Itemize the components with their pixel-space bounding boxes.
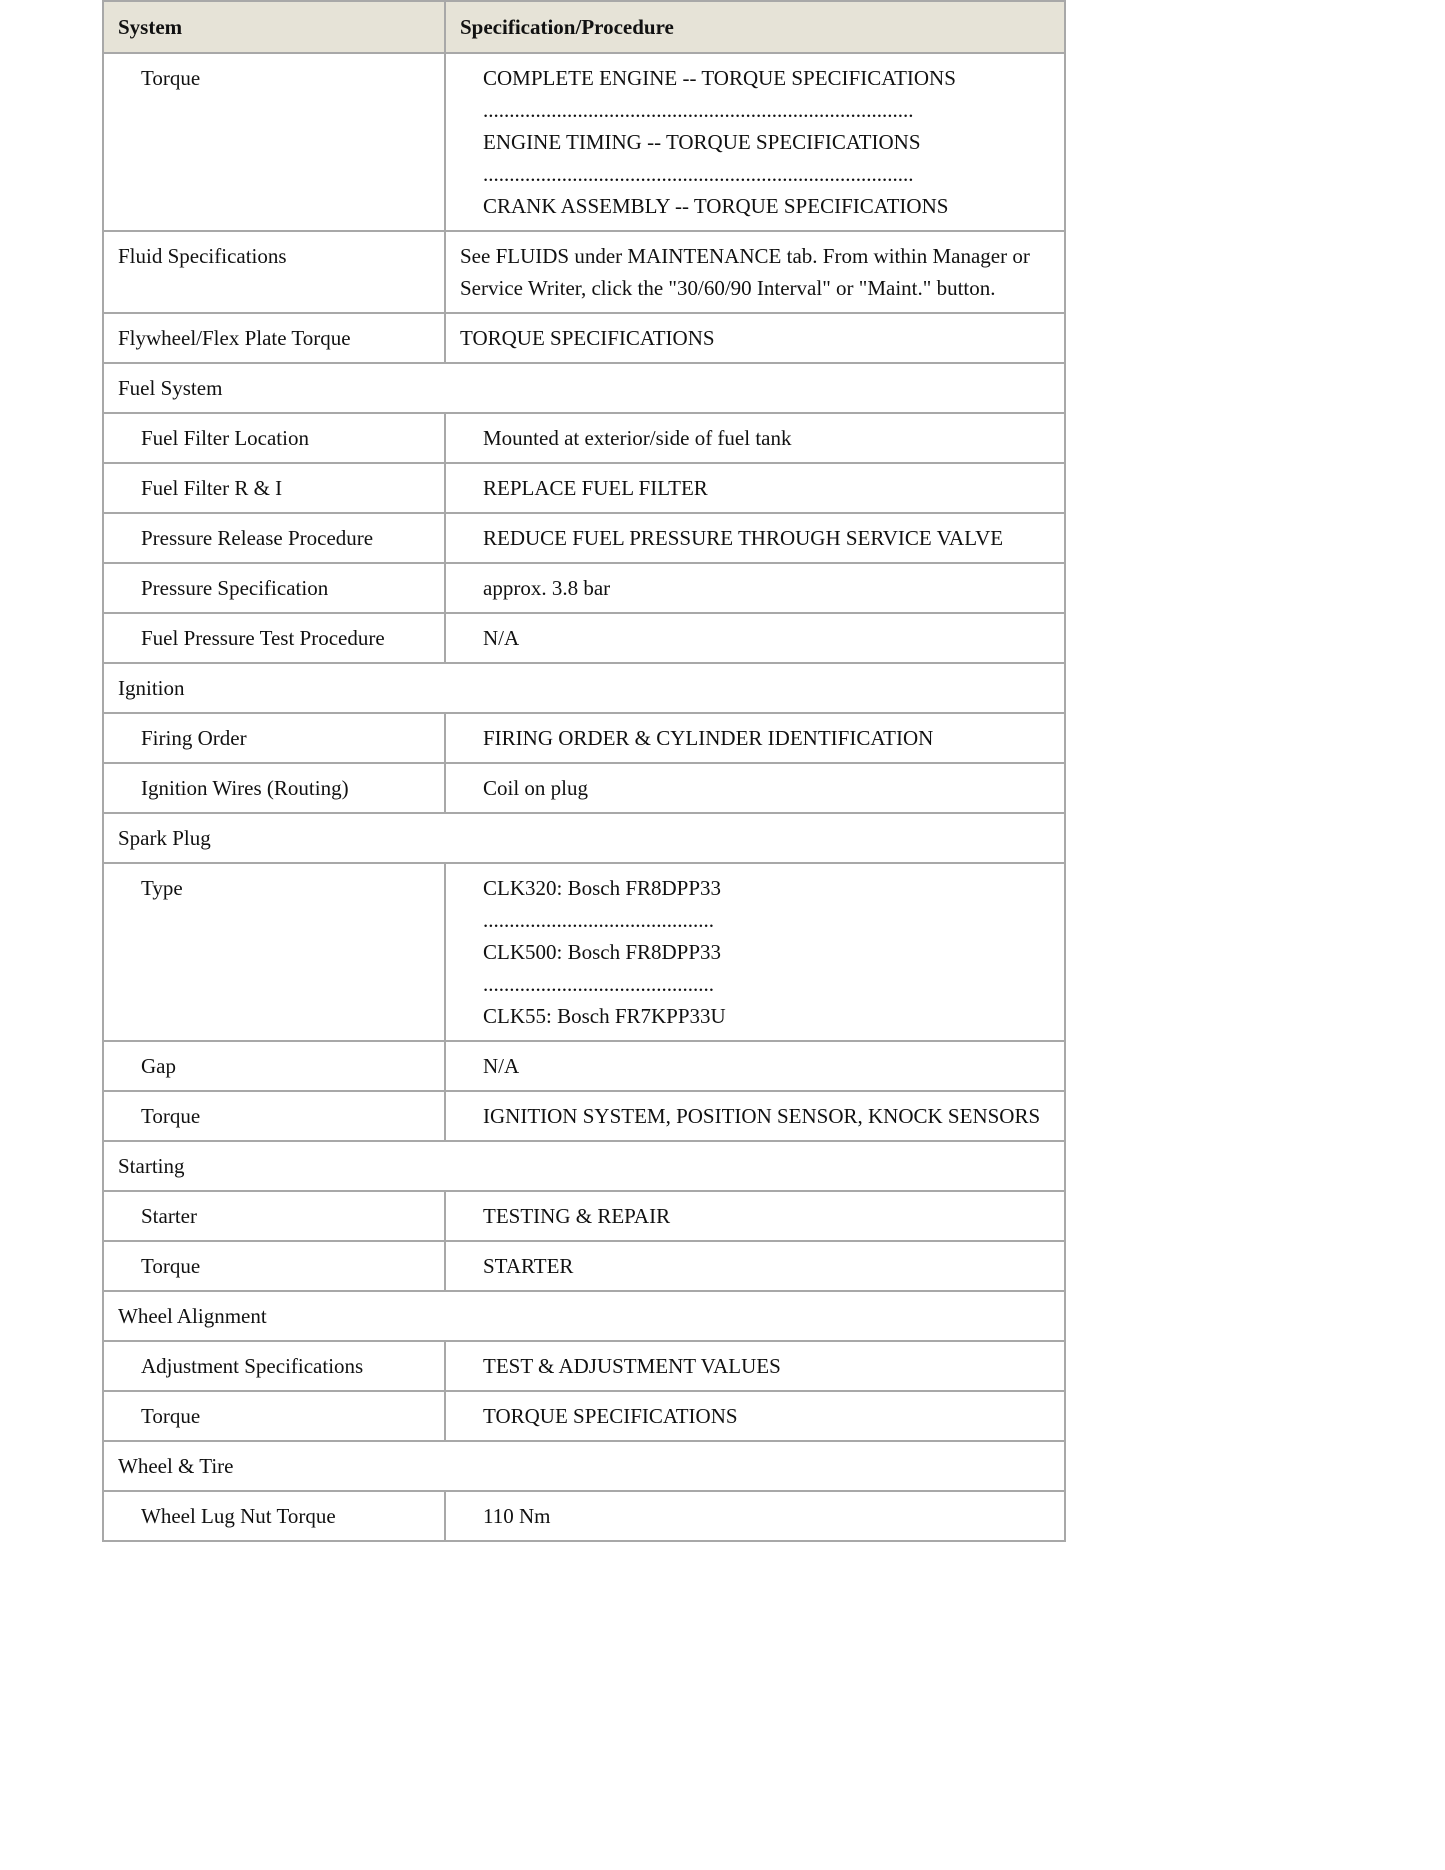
table-row — [103, 1191, 1065, 1241]
specification-line: CRANK ASSEMBLY -- TORQUE SPECIFICATIONS — [483, 194, 949, 218]
table-row — [103, 563, 1065, 613]
system-cell: Wheel Lug Nut Torque — [103, 1491, 445, 1541]
specification-line: N/A — [483, 626, 520, 650]
specification-line: ............................................ — [483, 908, 714, 932]
specification-line: TORQUE SPECIFICATIONS — [460, 326, 715, 350]
column-header-specification: Specification/Procedure — [445, 1, 1065, 53]
specification-cell — [445, 1241, 1065, 1291]
specification-cell — [445, 463, 1065, 513]
table-body — [103, 53, 1065, 1541]
specification-line: .................................................................................. — [483, 98, 914, 122]
specification-cell — [445, 513, 1065, 563]
specification-line: CLK320: Bosch FR8DPP33 — [483, 876, 722, 900]
table-row — [103, 231, 1065, 313]
specification-line: TEST & ADJUSTMENT VALUES — [483, 1354, 781, 1378]
specification-line: REPLACE FUEL FILTER — [483, 476, 708, 500]
system-cell: Torque — [103, 1241, 445, 1291]
table-row — [103, 1241, 1065, 1291]
section-heading: Wheel Alignment — [103, 1291, 1065, 1341]
specification-line: 110 Nm — [483, 1504, 551, 1528]
specification-line: approx. 3.8 bar — [483, 576, 611, 600]
specification-line: FIRING ORDER & CYLINDER IDENTIFICATION — [483, 726, 934, 750]
system-cell: Torque — [103, 1391, 445, 1441]
table-row — [103, 863, 1065, 1041]
specification-line: .................................................................................. — [483, 162, 914, 186]
table-row — [103, 463, 1065, 513]
specification-line: Mounted at exterior/side of fuel tank — [483, 426, 792, 450]
specification-cell — [445, 413, 1065, 463]
specification-cell — [445, 863, 1065, 1041]
system-cell: Flywheel/Flex Plate Torque — [103, 313, 445, 363]
table-row — [103, 1491, 1065, 1541]
system-cell: Pressure Specification — [103, 563, 445, 613]
system-cell: Fuel Filter Location — [103, 413, 445, 463]
system-cell: Gap — [103, 1041, 445, 1091]
specification-cell — [445, 613, 1065, 663]
table-row — [103, 763, 1065, 813]
specification-cell — [445, 53, 1065, 231]
table-row — [103, 713, 1065, 763]
specification-cell — [445, 1391, 1065, 1441]
system-cell: Ignition Wires (Routing) — [103, 763, 445, 813]
specification-line: ............................................ — [483, 972, 714, 996]
specification-cell — [445, 1341, 1065, 1391]
system-cell: Torque — [103, 53, 445, 231]
table-row — [103, 1091, 1065, 1141]
section-heading: Ignition — [103, 663, 1065, 713]
system-cell: Adjustment Specifications — [103, 1341, 445, 1391]
specification-cell — [445, 231, 1065, 313]
table-row — [103, 513, 1065, 563]
table-row — [103, 1391, 1065, 1441]
section-heading: Fuel System — [103, 363, 1065, 413]
system-cell: Starter — [103, 1191, 445, 1241]
section-heading: Spark Plug — [103, 813, 1065, 863]
specification-cell — [445, 713, 1065, 763]
system-cell: Type — [103, 863, 445, 1041]
column-header-system: System — [103, 1, 445, 53]
system-cell: Fuel Filter R & I — [103, 463, 445, 513]
section-row — [103, 1291, 1065, 1341]
section-row — [103, 813, 1065, 863]
table-row — [103, 53, 1065, 231]
specification-line: REDUCE FUEL PRESSURE THROUGH SERVICE VALVE — [483, 526, 1004, 550]
specification-cell — [445, 1041, 1065, 1091]
specification-cell — [445, 763, 1065, 813]
specification-line: CLK55: Bosch FR7KPP33U — [483, 1004, 726, 1028]
specification-line: ENGINE TIMING -- TORQUE SPECIFICATIONS — [483, 130, 921, 154]
specification-line: STARTER — [483, 1254, 574, 1278]
specification-line: See FLUIDS under MAINTENANCE tab. From within Manager or Service Writer, click the "30/60/90 Interval" or "Maint." button. — [460, 244, 1030, 300]
table-header-row — [103, 1, 1065, 53]
section-row — [103, 663, 1065, 713]
specification-cell — [445, 1091, 1065, 1141]
specification-line: CLK500: Bosch FR8DPP33 — [483, 940, 722, 964]
section-row — [103, 1441, 1065, 1491]
system-cell: Fluid Specifications — [103, 231, 445, 313]
system-cell: Torque — [103, 1091, 445, 1141]
specification-line: Coil on plug — [483, 776, 589, 800]
table-row — [103, 313, 1065, 363]
specification-cell — [445, 563, 1065, 613]
system-cell: Firing Order — [103, 713, 445, 763]
specification-line: IGNITION SYSTEM, POSITION SENSOR, KNOCK SENSORS — [483, 1104, 1041, 1128]
section-heading: Starting — [103, 1141, 1065, 1191]
table-row — [103, 613, 1065, 663]
specification-line: TORQUE SPECIFICATIONS — [483, 1404, 738, 1428]
system-cell: Pressure Release Procedure — [103, 513, 445, 563]
specification-cell — [445, 313, 1065, 363]
table-row — [103, 1341, 1065, 1391]
specification-line: N/A — [483, 1054, 520, 1078]
system-cell: Fuel Pressure Test Procedure — [103, 613, 445, 663]
section-row — [103, 363, 1065, 413]
specification-line: COMPLETE ENGINE -- TORQUE SPECIFICATIONS — [483, 66, 956, 90]
table-row — [103, 413, 1065, 463]
spec-table — [102, 0, 1066, 1542]
section-row — [103, 1141, 1065, 1191]
section-heading: Wheel & Tire — [103, 1441, 1065, 1491]
specification-line: TESTING & REPAIR — [483, 1204, 671, 1228]
table-row — [103, 1041, 1065, 1091]
specification-cell — [445, 1191, 1065, 1241]
specification-cell — [445, 1491, 1065, 1541]
